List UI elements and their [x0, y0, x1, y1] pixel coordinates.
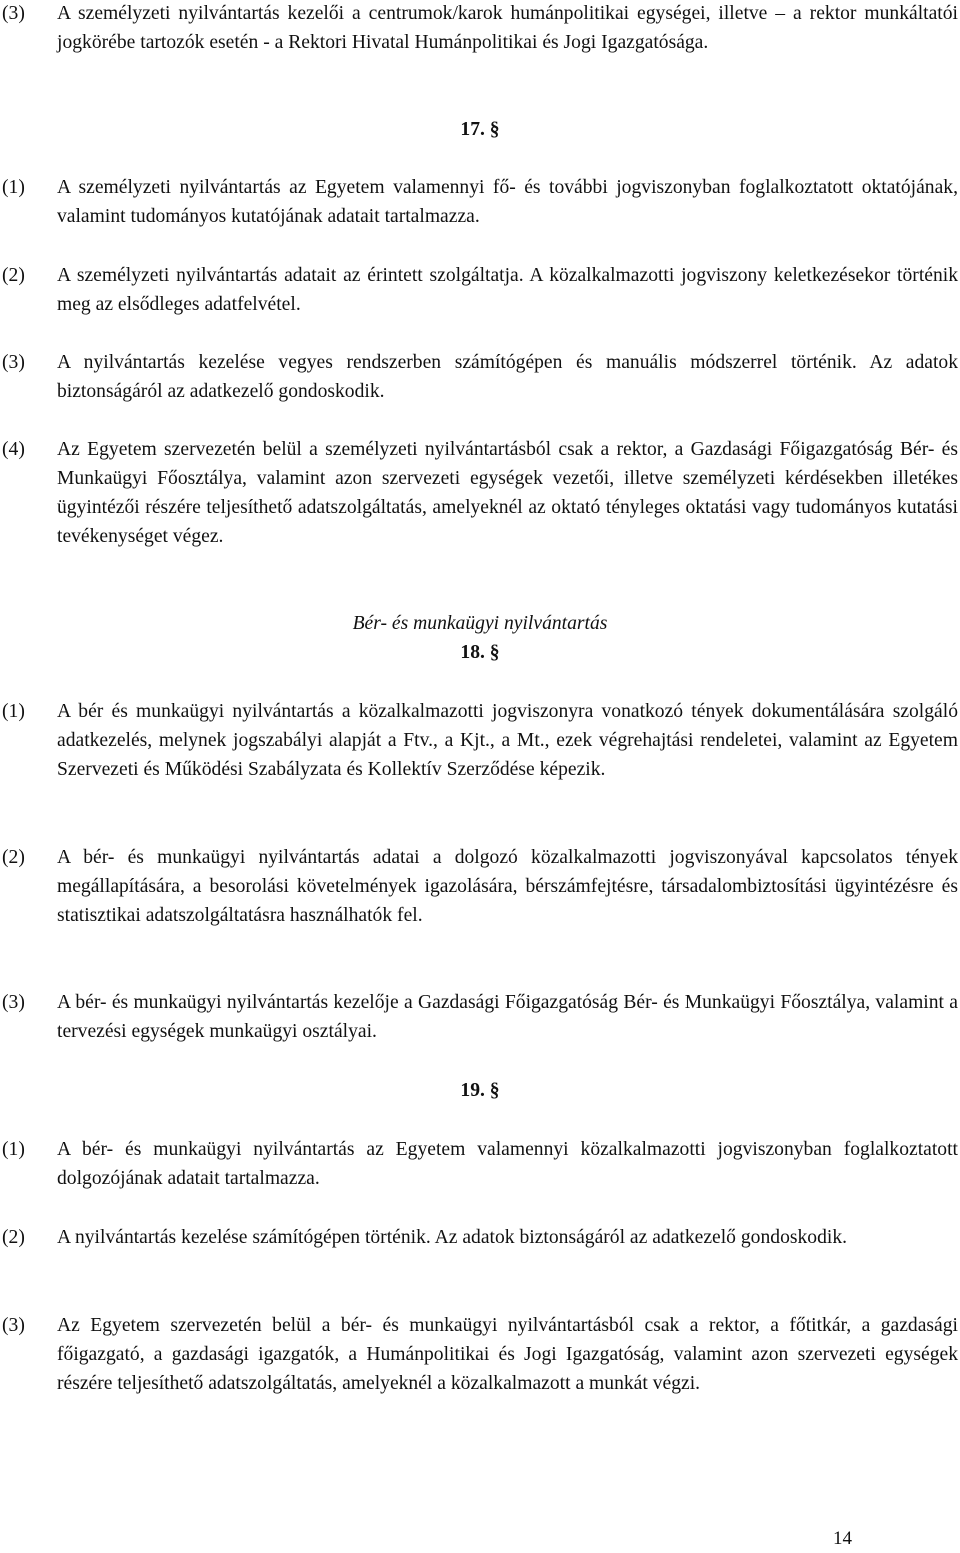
- paragraph-17-3: [0, 348, 960, 406]
- paragraph-number: (4): [2, 439, 25, 460]
- paragraph-18-2: [0, 843, 960, 930]
- section-heading-18: 18. §: [460, 642, 500, 663]
- paragraph-number: (2): [2, 847, 25, 868]
- paragraph-19-2: [0, 1223, 960, 1252]
- paragraph-18-3: [0, 988, 960, 1046]
- paragraph-text: A személyzeti nyilvántartás kezelői a centrumok/karok humánpolitikai egységei, illetve – a rektor munkáltatói jogkörébe tartozók esetén - a Rektori Hivatal Humánpolitikai és Jogi Igazgatósága.: [57, 3, 958, 53]
- paragraph-number: (1): [2, 701, 25, 722]
- paragraph-text: A személyzeti nyilvántartás adatait az érintett szolgáltatja. A közalkalmazotti jogviszony keletkezésekor történik meg az elsődleges adatfelvétel.: [57, 265, 958, 315]
- paragraph-text: A nyilvántartás kezelése vegyes rendszerben számítógépen és manuális módszerrel történik. Az adatok biztonságáról az adatkezelő gondoskodik.: [57, 352, 958, 402]
- paragraph-number: (3): [2, 352, 25, 373]
- paragraph-19-3: [0, 1311, 960, 1398]
- paragraph-17-1: [0, 173, 960, 231]
- paragraph-text: A bér és munkaügyi nyilvántartás a közalkalmazotti jogviszonyra vonatkozó tények dokumentálására szolgáló adatkezelés, melynek jogszabályi alapját a Ftv., a Kjt., a Mt., ezek végrehajtási rendeletei, valamint az Egyetem Szervezeti és Működési Szabályzata és Kollektív Szerződése képezik.: [57, 701, 958, 780]
- section-heading-19: 19. §: [460, 1080, 500, 1101]
- paragraph-text: Az Egyetem szervezetén belül a bér- és munkaügyi nyilvántartásból csak a rektor, a főtitkár, a gazdasági főigazgató, a gazdasági igazgatók, a Humánpolitikai és Jogi Igazgatóság, valamint azon szervezeti egységek részére teljesíthető adatszolgáltatás, amelyeknél a közalkalmazott a munkát végzi.: [57, 1315, 958, 1394]
- page-number: 14: [833, 1528, 852, 1549]
- section-subtitle: Bér- és munkaügyi nyilvántartás: [352, 613, 608, 634]
- paragraph-number: (3): [2, 3, 25, 24]
- paragraph-18-1: [0, 697, 960, 784]
- paragraph-text: A nyilvántartás kezelése számítógépen történik. Az adatok biztonságáról az adatkezelő gondoskodik.: [57, 1227, 848, 1248]
- paragraph-text: A bér- és munkaügyi nyilvántartás kezelője a Gazdasági Főigazgatóság Bér- és Munkaügyi Főosztálya, valamint a tervezési egységek munkaügyi osztályai.: [57, 992, 958, 1042]
- paragraph-text: A bér- és munkaügyi nyilvántartás adatai a dolgozó közalkalmazotti jogviszonyával kapcsolatos tények megállapítására, a besorolási követelmények igazolására, bérszámfejtésre, társadalombiztosítási ügyintézésre és statisztikai adatszolgáltatásra használhatók fel.: [57, 847, 958, 926]
- paragraph-text: A személyzeti nyilvántartás az Egyetem valamennyi fő- és további jogviszonyban foglalkoztatott oktatójának, valamint tudományos kutatójának adatait tartalmazza.: [57, 177, 958, 227]
- section-heading-17: 17. §: [460, 119, 500, 140]
- paragraph-number: (3): [2, 1315, 25, 1336]
- paragraph-16-3: [0, 0, 960, 57]
- paragraph-number: (3): [2, 992, 25, 1013]
- paragraph-text: Az Egyetem szervezetén belül a személyzeti nyilvántartásból csak a rektor, a Gazdasági Főigazgatóság Bér- és Munkaügyi Főosztálya, valamint azon szervezeti egységek vezetői, illetve személyzeti kérdésekben illetékes ügyintézői részére teljesíthető adatszolgáltatás, amelyeknél az oktató tényleges oktatási vagy tudományos kutatási tevékenységet végez.: [57, 439, 958, 547]
- paragraph-17-2: [0, 261, 960, 319]
- paragraph-17-4: [0, 435, 960, 551]
- paragraph-number: (1): [2, 177, 25, 198]
- paragraph-19-1: [0, 1135, 960, 1193]
- paragraph-number: (2): [2, 265, 25, 286]
- paragraph-text: A bér- és munkaügyi nyilvántartás az Egyetem valamennyi közalkalmazotti jogviszonyban foglalkoztatott dolgozójának adatait tartalmazza.: [57, 1139, 958, 1189]
- paragraph-number: (1): [2, 1139, 25, 1160]
- paragraph-number: (2): [2, 1227, 25, 1248]
